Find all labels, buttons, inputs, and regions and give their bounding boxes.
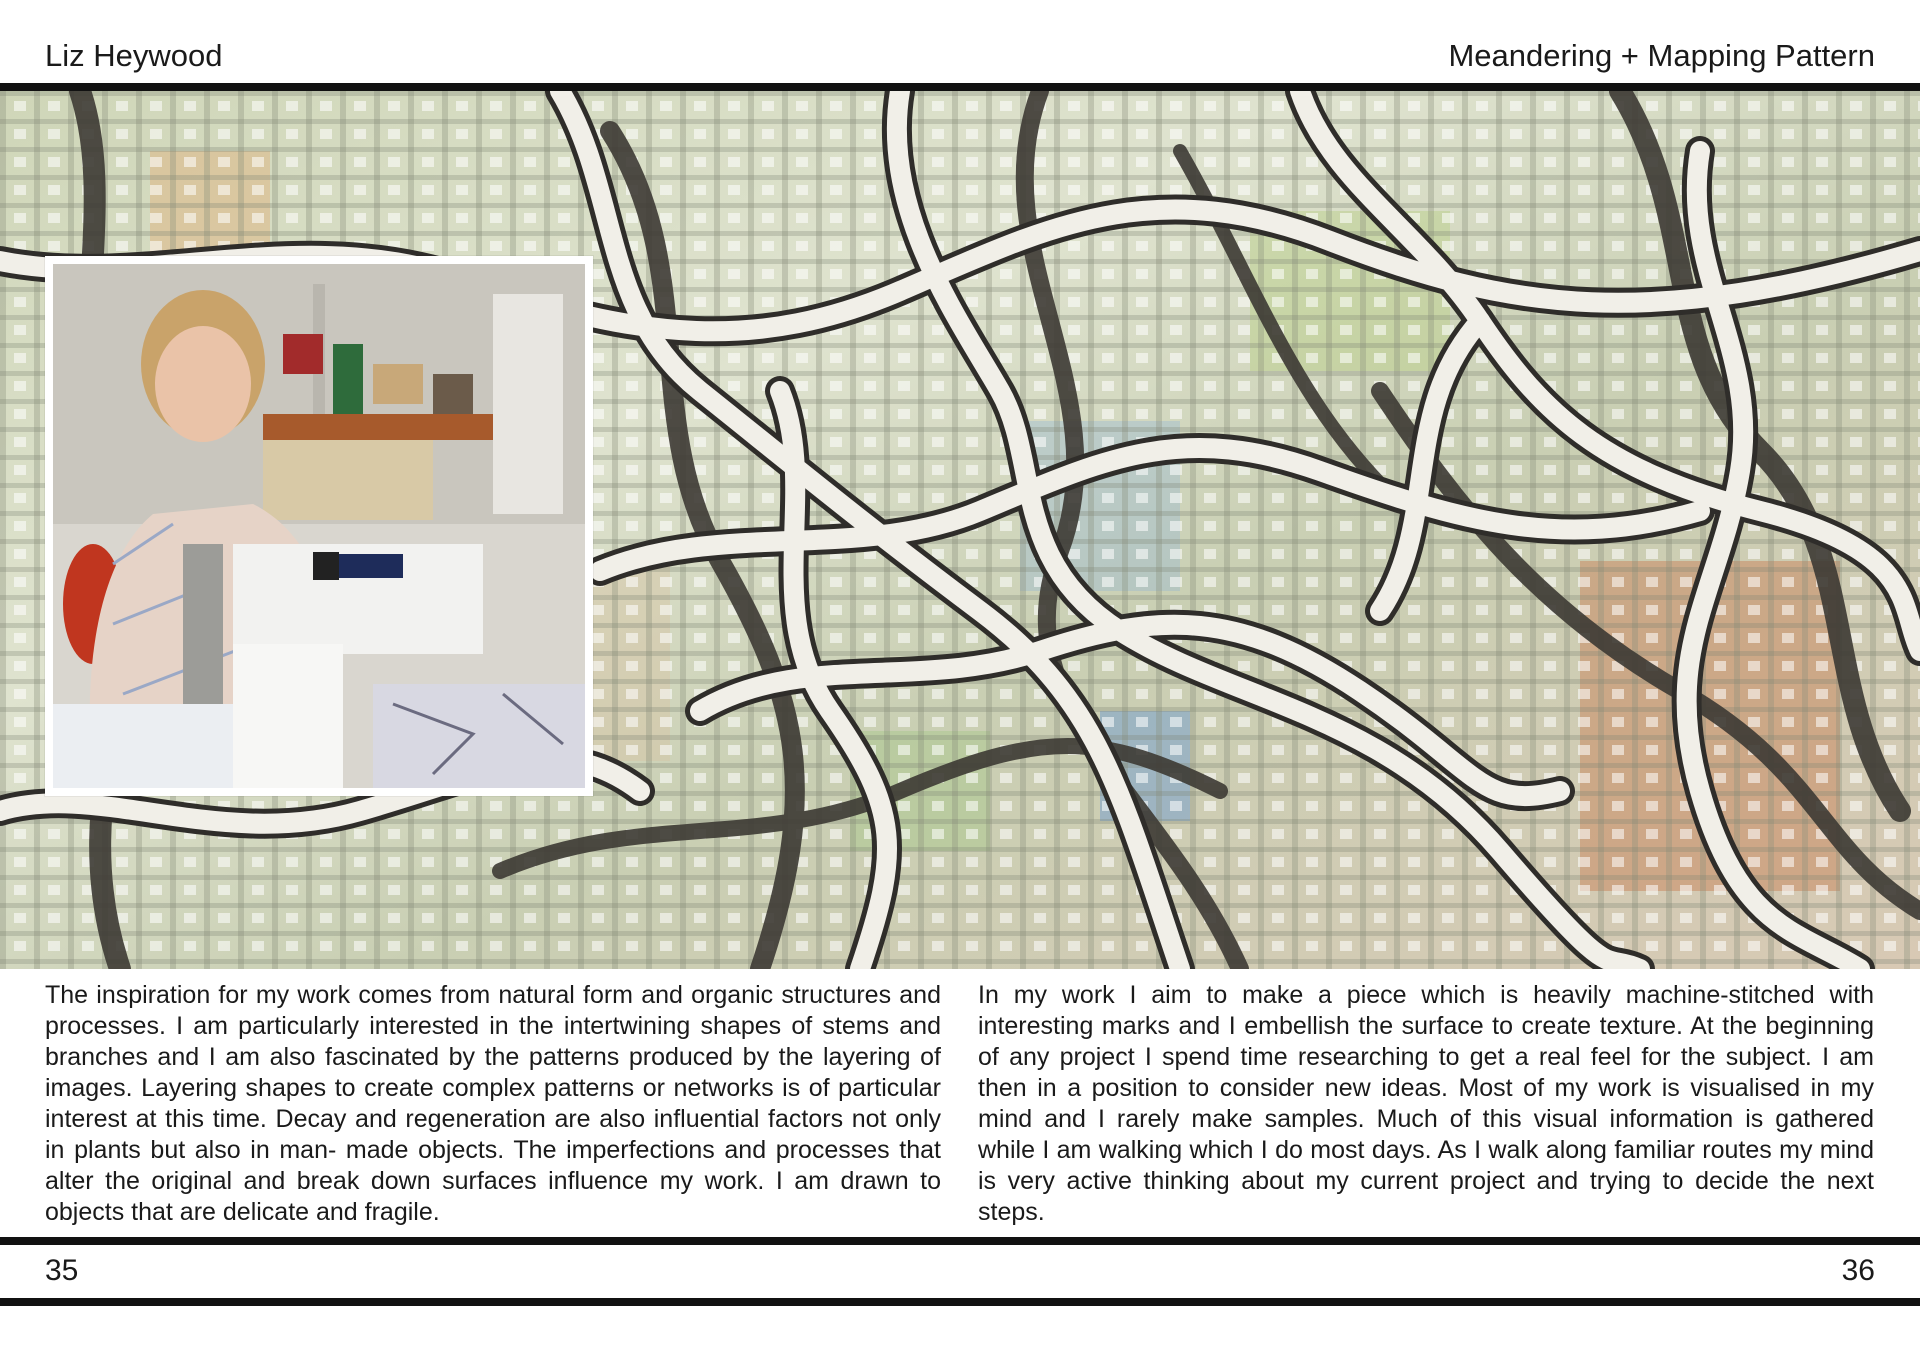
artist-portrait-photo: [45, 256, 593, 796]
body-text-left: The inspiration for my work comes from natural form and organic structures and processes. I am particularly interested in the intertwining shapes of stems and branches and I am also fascinated by the patterns produced by the layering of images. Layering shapes to create complex patterns or networks is of particular interest at this time. Decay and regeneration are also influential factors not only in plants but also in man- made objects. The imperfections and processes that alter the original and break down surfaces influence my work. I am drawn to objects that are delicate and fragile.: [45, 981, 941, 1226]
page-number-left: 35: [45, 1254, 79, 1287]
page-number-right: 36: [1841, 1254, 1875, 1287]
author-name: Liz Heywood: [45, 38, 223, 73]
footer-top-rule: [0, 1237, 1920, 1245]
footer-bottom-rule: [0, 1298, 1920, 1306]
top-rule: [0, 83, 1920, 91]
article-title: Meandering + Mapping Pattern: [1448, 38, 1875, 73]
body-text-right: In my work I aim to make a piece which is heavily machine-stitched with interesting marks and I embellish the surface to create texture. At the beginning of any project I spend time researching to get a real feel for the subject. I am then in a position to consider new ideas. Most of my work is visualised in my mind and I rarely make samples. Much of this visual information is gathered while I am walking which I do most days. As I walk along familiar routes my mind is very active thinking about my current project and trying to decide the next steps.: [978, 981, 1874, 1226]
